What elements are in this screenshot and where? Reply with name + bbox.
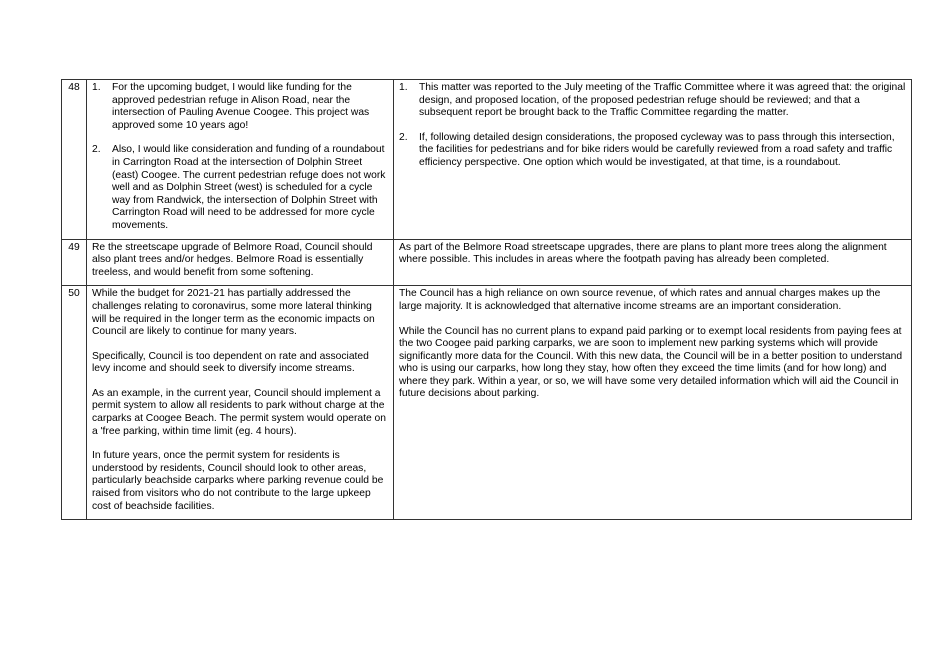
response-text: This matter was reported to the July meeting of the Traffic Committee where it was agreed that: the original design, and proposed location, of the proposed pedestrian refuge should be reviewed; and that a subsequent report be brought back to the Traffic Committee regarding the matter. [419, 82, 906, 119]
response-text: If, following detailed design considerations, the proposed cycleway was to pass through this intersection, the facilities for pedestrians and for bike riders would be carefully reviewed from a road safety and traffic efficiency perspective. One option which would be investigated, at that time, is a roundabout. [419, 131, 895, 168]
list-item [92, 144, 388, 232]
response-text: The Council has a high reliance on own source revenue, of which rates and annual charges makes up the large majority. It is acknowledged that alternative income streams are an important consideration. [399, 288, 881, 312]
response-text: While the Council has no current plans to expand paid parking or to exempt local residents from paying fees at the two Coogee paid parking carparks, we are soon to implement new parking systems which will provide significantly more data for the Council. With this new data, the Council will be in a better position to understand who is using our carparks, how long they stay, how often they exceed the time limits (and for how long) and where they park. Within a year, or so, we will have some very detailed information which will aid the Council in future decisions about parking. [399, 325, 903, 400]
table-row [62, 239, 912, 286]
response-cell [394, 80, 912, 240]
list-marker: 2. [399, 131, 408, 143]
response-cell [394, 239, 912, 286]
submission-cell [87, 80, 394, 240]
list-item [399, 82, 906, 120]
submission-text: Specifically, Council is too dependent on rate and associated levy income and should seek to diversify income streams. [92, 350, 369, 375]
list-marker: 2. [92, 144, 101, 156]
row-number: 48 [62, 80, 87, 240]
submission-text: Re the streetscape upgrade of Belmore Road, Council should also plant trees and/or hedges. Belmore Road is essentially treeless, and would benefit from some softening. [92, 241, 373, 278]
numbered-list [399, 82, 906, 170]
response-text: As part of the Belmore Road streetscape upgrades, there are plans to plant more trees along the alignment where possible. This includes in areas where the footpath paving has already been completed. [399, 241, 887, 266]
submission-text: In future years, once the permit system for residents is understood by residents, Council should look to other areas, particularly beachside carparks where parking revenue could be raised from visitors who do not contribute to the large upkeep cost of beachside facilities. [92, 450, 384, 512]
row-number: 49 [62, 239, 87, 286]
list-item [399, 132, 906, 170]
submission-text: For the upcoming budget, I would like funding for the approved pedestrian refuge in Alison Road, near the intersection of Pauling Avenue Coogee. This project was approved some 10 years ago! [112, 82, 370, 131]
table-row [62, 286, 912, 520]
table-row [62, 80, 912, 240]
list-item [92, 82, 388, 132]
response-cell [394, 286, 912, 520]
submission-text: While the budget for 2021-21 has partially addressed the challenges relating to coronavirus, some more lateral thinking will be required in the longer term as the economic impacts on Council are likely to continue for many years. [92, 288, 375, 338]
row-number: 50 [62, 286, 87, 520]
submission-text: Also, I would like consideration and funding of a roundabout in Carrington Road at the intersection of Dolphin Street (east) Coogee. The current pedestrian refuge does not work well and as Dolphin Street (west) is scheduled for a cycle way from Randwick, the intersection of Dolphin Street with Carrington Road will need to be addressed for more cycle movements. [112, 144, 386, 231]
submission-text: As an example, in the current year, Council should implement a permit system to allow all residents to park without charge at the carparks at Coogee Beach. The permit system would operate on a 'free parking, within time limit (eg. 4 hours). [92, 387, 386, 437]
submission-cell [87, 286, 394, 520]
list-marker: 1. [92, 82, 101, 93]
numbered-list [92, 82, 388, 233]
submission-cell [87, 239, 394, 286]
submissions-table [61, 79, 912, 520]
list-marker: 1. [399, 82, 408, 93]
